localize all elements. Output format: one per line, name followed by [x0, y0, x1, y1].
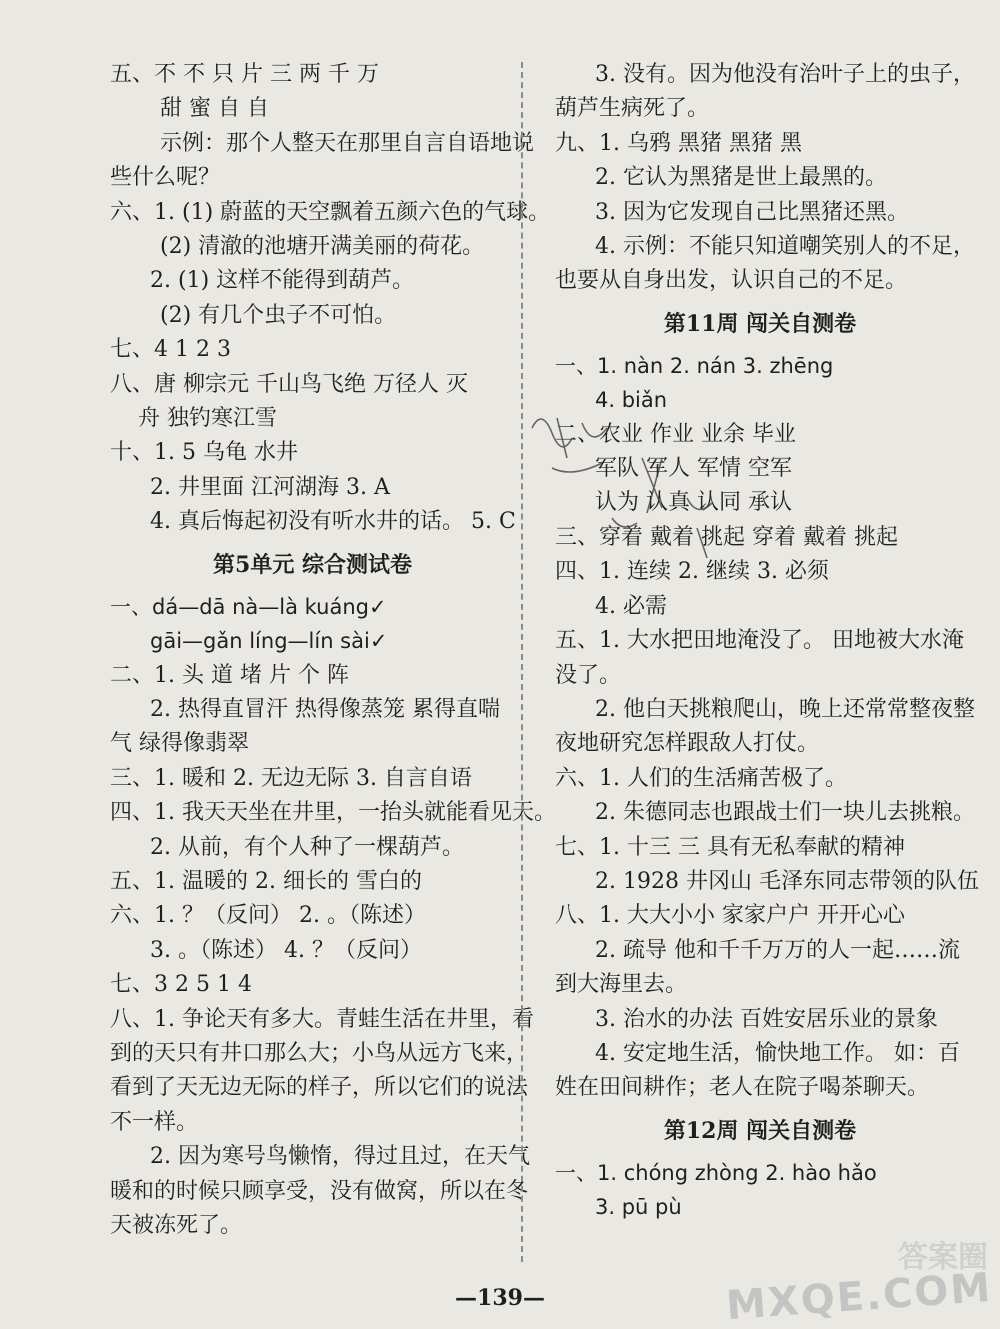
answer-line: 三、1. 暖和 2. 无边无际 3. 自言自语: [110, 765, 472, 791]
section-title-unit5: 第5单元 综合测试卷: [213, 551, 412, 578]
answer-line: 姓在田间耕作；老人在院子喝茶聊天。: [555, 1075, 930, 1101]
answer-line: 4. 示例：不能只知道嘲笑别人的不足，: [595, 234, 975, 260]
answer-line: 六、1. ？（反问） 2. 。（陈述）: [110, 903, 426, 929]
answer-line: 4. 必需: [595, 593, 667, 619]
answer-line: gāi—gǎn líng—lín sài✓: [150, 629, 388, 654]
answer-line: 八、1. 争论天有多大。青蛙生活在井里，看: [110, 1006, 534, 1032]
answer-line: 四、1. 我天天坐在井里，一抬头就能看见天。: [110, 800, 556, 826]
answer-line: 十、1. 5 乌龟 水井: [110, 440, 298, 466]
answer-line: 四、1. 连续 2. 继续 3. 必须: [555, 559, 829, 585]
answer-line: 六、1. (1) 蔚蓝的天空飘着五颜六色的气球。: [110, 199, 551, 225]
answer-line: 气 绿得像翡翠: [110, 731, 249, 757]
watermark-logo: 答案圈: [898, 1240, 988, 1275]
answer-line: 一、dá—dā nà—là kuáng✓: [110, 594, 387, 619]
answer-line: 六、1. 人们的生活痛苦极了。: [555, 765, 847, 791]
watermark-url: MXQE.COM: [724, 1264, 994, 1329]
answer-line: 八、唐 柳宗元 千山鸟飞绝 万径人 灭: [110, 371, 468, 397]
answer-line: 七、3 2 5 1 4: [110, 972, 252, 998]
answer-line: 七、1. 十三 三 具有无私奉献的精神: [555, 834, 905, 860]
answer-line: 二、农业 作业 业余 毕业: [555, 421, 796, 447]
answer-line: 五、不 不 只 片 三 两 千 万: [110, 62, 379, 87]
answer-line: 葫芦生病死了。: [555, 96, 710, 122]
section-title-week11: 第11周 闯关自测卷: [663, 310, 857, 337]
left-column: [110, 58, 556, 1243]
answer-line: 2. 热得直冒汗 热得像蒸笼 累得直喘: [150, 696, 500, 722]
answer-line: 3. 治水的办法 百姓安居乐业的景象: [595, 1006, 938, 1032]
answer-line: 暖和的时候只顾享受，没有做窝，所以在冬: [110, 1178, 529, 1204]
answer-line: 也要从自身出发，认识自己的不足。: [555, 268, 908, 294]
answer-line: 2. 朱德同志也跟战士们一块儿去挑粮。: [595, 800, 975, 826]
answer-line: 3. pū pù: [595, 1195, 682, 1220]
pencil-scribble-icon: [512, 398, 772, 568]
answer-line: 没了。: [555, 662, 622, 688]
answer-line: 3. 因为它发现自己比黑猪还黑。: [595, 199, 909, 225]
section-title-week12: 第12周 闯关自测卷: [663, 1117, 857, 1144]
answer-line: 舟 独钓寒江雪: [138, 406, 277, 432]
answer-line: 二、1. 头 道 堵 片 个 阵: [110, 662, 349, 688]
answer-line: 2. 从前，有个人种了一棵葫芦。: [150, 834, 464, 860]
answer-line: 天被冻死了。: [110, 1213, 243, 1238]
answer-line: (2) 清澈的池塘开满美丽的荷花。: [160, 234, 485, 260]
answer-line: 三、穿着 戴着 挑起 穿着 戴着 挑起: [555, 524, 898, 550]
answer-line: 2. 疏导 他和千千万万的人一起……流: [595, 937, 960, 963]
answer-line: 军队 军人 军情 空军: [595, 456, 792, 482]
answer-line: 2. 它认为黑猪是世上最黑的。: [595, 165, 887, 191]
answer-line: (2) 有几个虫子不可怕。: [160, 302, 397, 328]
answer-line: 夜地研究怎样跟敌人打仗。: [555, 731, 820, 757]
column-divider: [521, 62, 523, 1262]
answer-line: 2. 因为寒号鸟懒惰，得过且过，在天气: [150, 1144, 530, 1170]
answer-line: 2. (1) 这样不能得到葫芦。: [150, 268, 415, 294]
answer-line: 八、1. 大大小小 家家户户 开开心心: [555, 903, 905, 929]
page-number: —139—: [455, 1285, 545, 1311]
right-column: [555, 58, 979, 1225]
answer-line: 2. 他白天挑粮爬山，晚上还常常整夜整: [595, 696, 975, 722]
answer-line: 看到了天无边无际的样子，所以它们的说法: [110, 1075, 529, 1101]
answer-line: 示例：那个人整天在那里自言自语地说: [160, 130, 535, 156]
answer-line: 认为 认真 认同 承认: [595, 490, 792, 516]
answer-line: 到大海里去。: [555, 972, 688, 998]
answer-line: 不一样。: [110, 1109, 199, 1135]
answer-line: 2. 井里面 江河湖海 3. A: [150, 474, 390, 500]
answer-line: 4. biǎn: [595, 388, 668, 413]
answer-line: 七、4 1 2 3: [110, 337, 231, 363]
answer-line: 4. 真后悔起初没有听水井的话。 5. C: [150, 509, 516, 535]
answer-line: 一、1. nàn 2. nán 3. zhēng: [555, 353, 834, 378]
answer-line: 4. 安定地生活，愉快地工作。 如：百: [595, 1040, 960, 1066]
answer-line: 甜 蜜 自 自: [160, 96, 269, 122]
answer-line: 3. 没有。因为他没有治叶子上的虫子，: [595, 62, 975, 87]
answer-line: 五、1. 温暖的 2. 细长的 雪白的: [110, 868, 422, 894]
answer-line: 到的天只有井口那么大；小鸟从远方飞来，: [110, 1040, 529, 1066]
answer-line: 2. 1928 井冈山 毛泽东同志带领的队伍: [595, 868, 979, 894]
answer-line: 一、1. chóng zhòng 2. hào hǎo: [555, 1160, 877, 1185]
answer-line: 五、1. 大水把田地淹没了。 田地被大水淹: [555, 628, 964, 654]
answer-line: 3. 。（陈述） 4. ？（反问）: [150, 937, 422, 963]
answer-line: 些什么呢？: [110, 165, 221, 191]
answer-line: 九、1. 乌鸦 黑猪 黑猪 黑: [555, 130, 802, 156]
